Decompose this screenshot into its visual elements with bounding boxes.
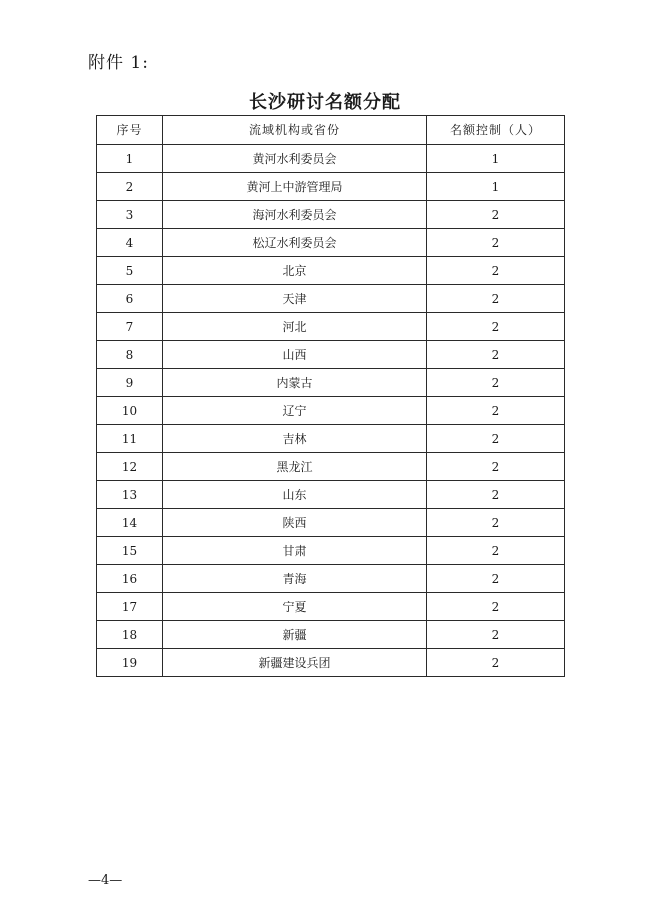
table-row (97, 201, 565, 229)
cell-quota: 1 (427, 145, 565, 173)
cell-serial-number: 5 (97, 257, 163, 285)
table-row (97, 229, 565, 257)
table-row (97, 481, 565, 509)
table-body (97, 145, 565, 677)
cell-organization: 黄河上中游管理局 (163, 173, 427, 201)
cell-quota: 2 (427, 257, 565, 285)
cell-serial-number: 9 (97, 369, 163, 397)
cell-organization: 吉林 (163, 425, 427, 453)
cell-quota: 2 (427, 201, 565, 229)
cell-organization: 新疆建设兵团 (163, 649, 427, 677)
cell-organization: 内蒙古 (163, 369, 427, 397)
cell-quota: 2 (427, 369, 565, 397)
table-row (97, 341, 565, 369)
quota-allocation-table (96, 115, 565, 677)
table-row (97, 257, 565, 285)
cell-organization: 北京 (163, 257, 427, 285)
cell-serial-number: 12 (97, 453, 163, 481)
cell-organization: 辽宁 (163, 397, 427, 425)
cell-serial-number: 15 (97, 537, 163, 565)
table-row (97, 649, 565, 677)
cell-serial-number: 8 (97, 341, 163, 369)
cell-quota: 2 (427, 313, 565, 341)
table-row (97, 173, 565, 201)
cell-organization: 新疆 (163, 621, 427, 649)
table-row (97, 453, 565, 481)
page-number: —4— (88, 873, 123, 888)
table-header-row (97, 116, 565, 145)
cell-quota: 2 (427, 397, 565, 425)
cell-organization: 甘肃 (163, 537, 427, 565)
header-organization: 流域机构或省份 (163, 116, 427, 145)
cell-organization: 青海 (163, 565, 427, 593)
cell-serial-number: 4 (97, 229, 163, 257)
table-row (97, 509, 565, 537)
cell-quota: 2 (427, 285, 565, 313)
cell-quota: 1 (427, 173, 565, 201)
header-quota: 名额控制（人） (427, 116, 565, 145)
cell-quota: 2 (427, 621, 565, 649)
cell-organization: 黑龙江 (163, 453, 427, 481)
cell-organization: 山西 (163, 341, 427, 369)
cell-serial-number: 3 (97, 201, 163, 229)
cell-serial-number: 13 (97, 481, 163, 509)
cell-organization: 陕西 (163, 509, 427, 537)
table-row (97, 593, 565, 621)
cell-quota: 2 (427, 649, 565, 677)
table-row (97, 313, 565, 341)
cell-serial-number: 16 (97, 565, 163, 593)
header-serial-number: 序号 (97, 116, 163, 145)
cell-organization: 松辽水利委员会 (163, 229, 427, 257)
table-row (97, 565, 565, 593)
cell-organization: 海河水利委员会 (163, 201, 427, 229)
cell-quota: 2 (427, 509, 565, 537)
cell-organization: 河北 (163, 313, 427, 341)
cell-quota: 2 (427, 453, 565, 481)
table-row (97, 145, 565, 173)
cell-serial-number: 1 (97, 145, 163, 173)
cell-quota: 2 (427, 481, 565, 509)
cell-organization: 黄河水利委员会 (163, 145, 427, 173)
cell-serial-number: 7 (97, 313, 163, 341)
cell-serial-number: 2 (97, 173, 163, 201)
table-row (97, 285, 565, 313)
table-row (97, 369, 565, 397)
table-row (97, 397, 565, 425)
table-row (97, 621, 565, 649)
cell-serial-number: 19 (97, 649, 163, 677)
cell-quota: 2 (427, 341, 565, 369)
table-row (97, 537, 565, 565)
cell-quota: 2 (427, 537, 565, 565)
cell-serial-number: 10 (97, 397, 163, 425)
cell-organization: 山东 (163, 481, 427, 509)
table-row (97, 425, 565, 453)
cell-organization: 宁夏 (163, 593, 427, 621)
document-title: 长沙研讨名额分配 (249, 92, 401, 113)
cell-quota: 2 (427, 593, 565, 621)
cell-quota: 2 (427, 565, 565, 593)
cell-quota: 2 (427, 229, 565, 257)
cell-organization: 天津 (163, 285, 427, 313)
cell-serial-number: 6 (97, 285, 163, 313)
attachment-label: 附件 1: (88, 53, 149, 73)
cell-serial-number: 11 (97, 425, 163, 453)
cell-serial-number: 14 (97, 509, 163, 537)
cell-quota: 2 (427, 425, 565, 453)
cell-serial-number: 18 (97, 621, 163, 649)
cell-serial-number: 17 (97, 593, 163, 621)
